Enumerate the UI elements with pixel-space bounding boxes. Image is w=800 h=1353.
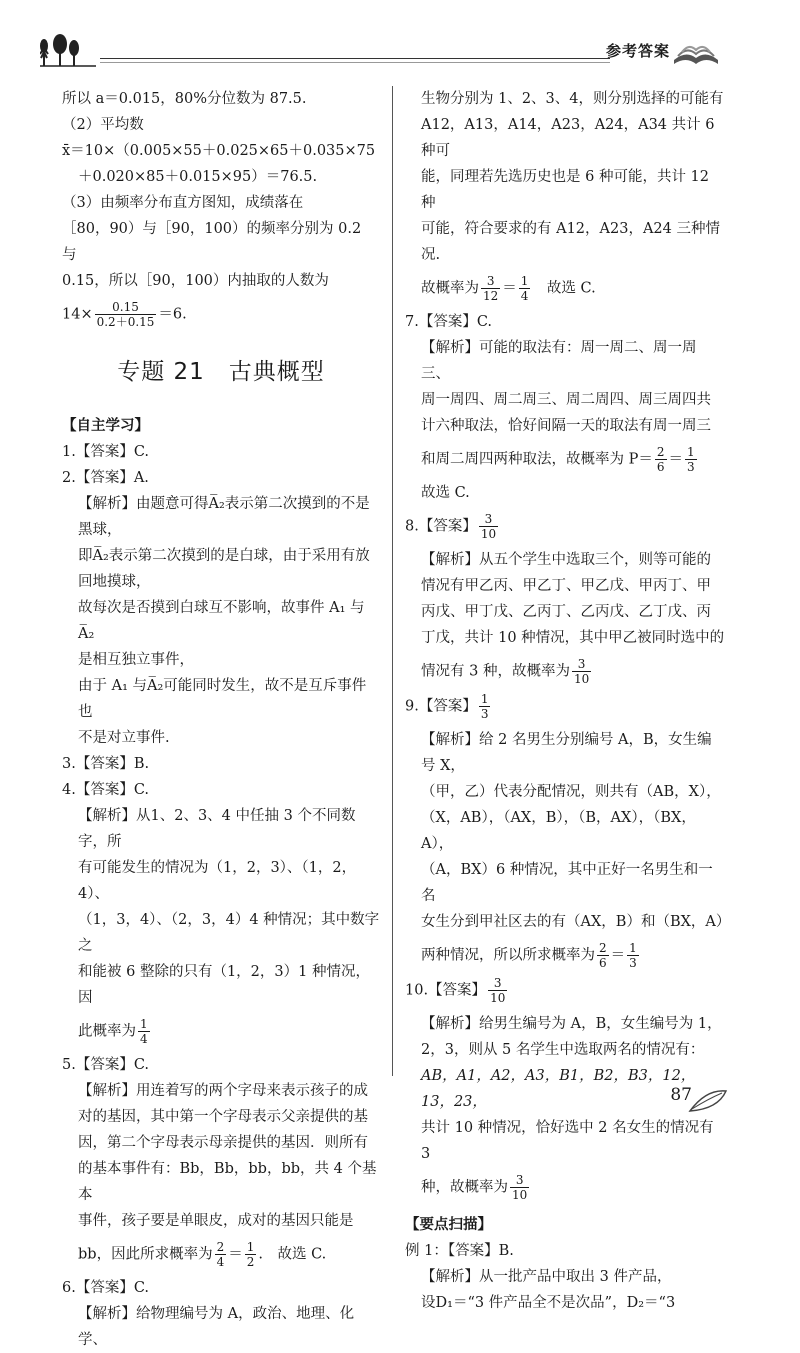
analysis-line: 共计 10 种情况，恰好选中 2 名女生的情况有 3 bbox=[421, 1120, 714, 1162]
analysis-line: bb，因此所求概率为 $\frac{2}{4}$ ＝ $\frac{1}{2}$ . 故选 C. bbox=[78, 1240, 327, 1269]
analysis-line: A12，A13，A14，A23，A24，A34 共计 6 种可 bbox=[421, 117, 715, 159]
fraction: $\frac{1}{3}$ bbox=[480, 692, 489, 721]
subsection-heading: 【要点扫描】 bbox=[405, 1217, 492, 1233]
analysis-line: 设D₁＝“3 件产品全不是次品”，D₂＝“3 bbox=[421, 1295, 676, 1311]
analysis-line: （A，BX）6 种情况，其中正好一名男生和一名 bbox=[421, 862, 713, 904]
subsection-heading: 【自主学习】 bbox=[62, 418, 149, 434]
analysis-line: 【解析】从1、2、3、4 中任抽 3 个不同数字，所 bbox=[78, 808, 356, 850]
trees-icon bbox=[40, 34, 96, 68]
analysis-line: 【解析】给男生编号为 A，B，女生编号为 1， bbox=[421, 1016, 722, 1032]
analysis-line: 【解析】可能的取法有：周一周二、周一周三、 bbox=[421, 340, 697, 382]
analysis-line: 和能被 6 整除的只有（1，2，3）1 种情况，因 bbox=[78, 964, 370, 1006]
text-line: 0.15，所以［90，100）内抽取的人数为 bbox=[62, 273, 329, 289]
text-line: ［80，90）与［90，100）的频率分别为 0.2 与 bbox=[62, 221, 362, 263]
fraction: $\frac{2}{4}$ bbox=[216, 1240, 225, 1269]
answer-item: 7.【答案】C. bbox=[405, 314, 493, 330]
header-title: 参考答案 bbox=[605, 42, 670, 60]
analysis-line: 丙戊、甲丁戊、乙丙丁、乙丙戊、乙丁戊、丙 bbox=[421, 604, 711, 620]
analysis-line: 【解析】用连着写的两个字母来表示孩子的成 bbox=[78, 1083, 368, 1099]
analysis-line: 故概率为 $\frac{3}{12}$ ＝ $\frac{1}{4}$ 故选 C. bbox=[421, 274, 596, 303]
analysis-line: 女生分到甲社区去的有（AX，B）和（BX，A） bbox=[421, 914, 731, 930]
analysis-line: 周一周四、周二周三、周二周四、周三周四共 bbox=[421, 392, 711, 408]
answer-item: 9.【答案】 $\frac{1}{3}$ bbox=[405, 692, 489, 721]
column-divider bbox=[392, 86, 393, 1076]
fraction: $\frac{3}{10}$ bbox=[512, 1173, 528, 1202]
analysis-line: 生物分别为 1、2、3、4，则分别选择的可能有 bbox=[421, 91, 724, 107]
page-number: 87 bbox=[670, 1085, 692, 1105]
answer-item: 4.【答案】C. bbox=[62, 782, 150, 798]
analysis-line: 对的基因，其中第一个字母表示父亲提供的基 bbox=[78, 1109, 368, 1125]
text-line: x̄＝10×（0.005×55＋0.025×65＋0.035×75 bbox=[62, 143, 376, 159]
analysis-line: 种，故概率为 $\frac{3}{10}$ bbox=[421, 1173, 528, 1202]
fraction: $\frac{1}{4}$ bbox=[520, 274, 529, 303]
analysis-line: 的基本事件有：Bb，Bb，bb，bb，共 4 个基本 bbox=[78, 1161, 377, 1203]
fraction: $\frac{0.15}{0.2+0.15}$ bbox=[96, 300, 155, 329]
analysis-line: AB，A1，A2，A3，B1，B2，B3，12，13，23， bbox=[421, 1068, 696, 1110]
fraction: $\frac{2}{6}$ bbox=[656, 445, 665, 474]
analysis-line: 计六种取法，恰好间隔一天的取法有周一周三 bbox=[421, 418, 711, 434]
analysis-line: 【解析】从五个学生中选取三个，则等可能的 bbox=[421, 552, 711, 568]
fraction: $\frac{1}{3}$ bbox=[687, 445, 695, 474]
header-rule bbox=[100, 58, 610, 59]
analysis-line: 【解析】从一批产品中取出 3 件产品， bbox=[421, 1269, 672, 1285]
answer-item: 8.【答案】 $\frac{3}{10}$ bbox=[405, 512, 497, 541]
fraction: $\frac{3}{10}$ bbox=[490, 976, 506, 1005]
analysis-line: 情况有 3 种，故概率为 $\frac{3}{10}$ bbox=[421, 657, 590, 686]
analysis-line: （甲，乙）代表分配情况，则共有（AB，X）， bbox=[421, 784, 721, 800]
right-column bbox=[405, 86, 731, 1316]
answer-item: 2.【答案】A. bbox=[62, 470, 149, 486]
analysis-line: 故选 C. bbox=[421, 485, 470, 501]
analysis-line: 回地摸球， bbox=[78, 574, 151, 590]
analysis-line: 两种情况，所以所求概率为 $\frac{2}{6}$ ＝ $\frac{1}{3}$ bbox=[421, 941, 637, 970]
fraction: $\frac{1}{2}$ bbox=[246, 1240, 255, 1269]
text-line: （3）由频率分布直方图知，成绩落在 bbox=[62, 195, 304, 211]
header-rule-secondary bbox=[100, 62, 610, 63]
fraction: $\frac{1}{4}$ bbox=[140, 1017, 148, 1046]
formula-line: 14× $\frac{0.15}{0.2+0.15}$ ＝6. bbox=[62, 300, 187, 329]
leaf-ornament-icon bbox=[688, 1087, 728, 1113]
section-title: 专题 21 古典概型 bbox=[117, 359, 325, 385]
fraction: $\frac{3}{10}$ bbox=[573, 657, 590, 686]
analysis-line: （1，3，4）、（2，3，4）4 种情况；其中数字之 bbox=[78, 912, 380, 954]
analysis-line: 因，第二个字母表示母亲提供的基因．则所有 bbox=[78, 1135, 368, 1151]
fraction: $\frac{3}{10}$ bbox=[480, 512, 497, 541]
analysis-line: 故每次是否摸到白球互不影响，故事件 A₁ 与A̅₂ bbox=[78, 600, 365, 642]
open-book-icon bbox=[672, 34, 720, 70]
fraction: $\frac{2}{6}$ bbox=[599, 941, 607, 970]
analysis-line: 此概率为 $\frac{1}{4}$ bbox=[78, 1017, 148, 1046]
answer-item: 6.【答案】C. bbox=[62, 1280, 150, 1296]
analysis-line: 是相互独立事件， bbox=[78, 652, 194, 668]
analysis-line: 有可能发生的情况为（1，2，3）、（1，2，4）、 bbox=[78, 860, 357, 902]
fraction: $\frac{1}{3}$ bbox=[629, 941, 637, 970]
analysis-line: 【解析】给物理编号为 A，政治、地理、化学、 bbox=[78, 1306, 355, 1348]
analysis-line: 能，同理若先选历史也是 6 种可能，共计 12 种 bbox=[421, 169, 710, 211]
analysis-line: 2，3，则从 5 名学生中选取两名的情况有： bbox=[421, 1042, 705, 1058]
analysis-line: 事件，孩子要是单眼皮，成对的基因只能是 bbox=[78, 1213, 354, 1229]
answer-item: 10.【答案】 $\frac{3}{10}$ bbox=[405, 976, 506, 1005]
analysis-line: 由于 A₁ 与A̅₂可能同时发生，故不是互斥事件也 bbox=[78, 678, 367, 720]
analysis-line: 丁戊，共计 10 种情况，其中甲乙被同时选中的 bbox=[421, 630, 725, 646]
analysis-line: 即A̅₂表示第二次摸到的是白球，由于采用有放 bbox=[78, 548, 370, 564]
answer-item: 1.【答案】C. bbox=[62, 444, 150, 460]
text-line: 所以 a＝0.015，80%分位数为 87.5. bbox=[62, 91, 307, 107]
analysis-line: 情况有甲乙丙、甲乙丁、甲乙戊、甲丙丁、甲 bbox=[421, 578, 711, 594]
analysis-line: 可能，符合要求的有 A12，A23，A24 三种情况. bbox=[421, 221, 720, 263]
analysis-line: 黑球， bbox=[78, 522, 122, 538]
analysis-line: 不是对立事件. bbox=[78, 730, 170, 746]
fraction: $\frac{3}{12}$ bbox=[483, 274, 499, 303]
text-line: （2）平均数 bbox=[62, 117, 144, 133]
answer-item: 例 1：【答案】B. bbox=[405, 1243, 514, 1259]
answer-item: 5.【答案】C. bbox=[62, 1057, 150, 1073]
page-header bbox=[40, 34, 720, 78]
analysis-line: 和周二周四两种取法，故概率为 P＝ $\frac{2}{6}$ ＝ $\frac{1}{3}$ bbox=[421, 445, 695, 474]
answer-item: 3.【答案】B. bbox=[62, 756, 150, 772]
analysis-line: （X，AB），（AX，B），（B，AX），（BX，A）， bbox=[421, 810, 696, 852]
analysis-line: 【解析】给 2 名男生分别编号 A，B，女生编号 X， bbox=[421, 732, 712, 774]
analysis-line: 【解析】由题意可得A̅₂表示第二次摸到的不是 bbox=[78, 496, 370, 512]
text-line: ＋0.020×85＋0.015×95）＝76.5. bbox=[78, 169, 318, 185]
left-column bbox=[62, 86, 380, 1353]
